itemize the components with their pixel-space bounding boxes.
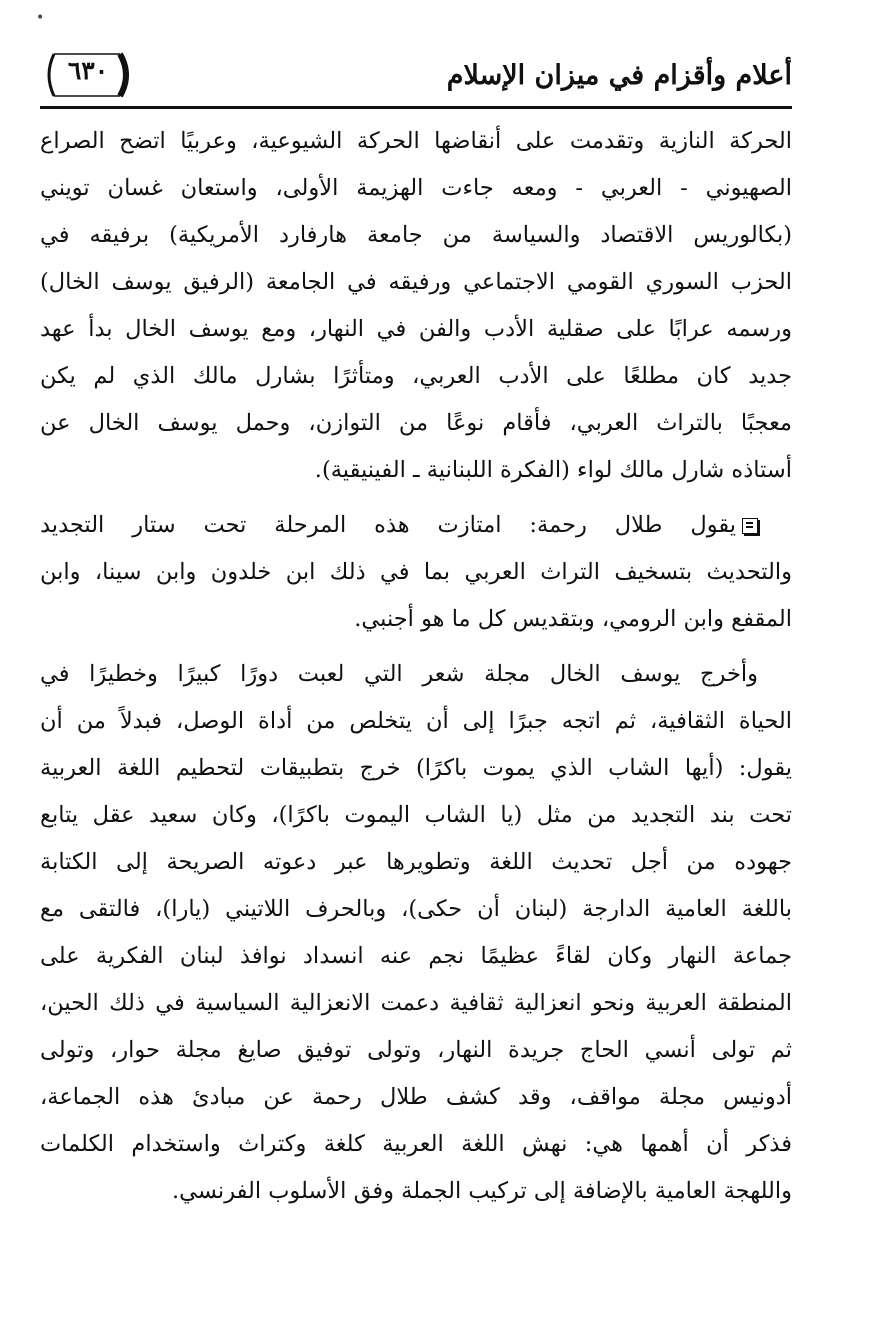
text-line: أدونيس مجلة مواقف، وقد كشف طلال رحمة عن مبادئ هذه الجماعة، — [40, 1084, 792, 1110]
text-line: أستاذه شارل مالك لواء (الفكرة اللبنانية ـ الفينيقية). — [314, 457, 792, 483]
text-line-with-icon — [40, 502, 792, 549]
header-rule — [40, 106, 792, 109]
text-line: المنطقة العربية ونحو انعزالية ثقافية دعمت الانعزالية السياسية في ذلك الحين، — [40, 990, 792, 1016]
text-line: يقول: (أيها الشاب الذي يموت باكرًا) خرج بتطبيقات لتحطيم اللغة العربية — [40, 755, 792, 781]
text-line: باللغة العامية الدارجة (لبنان أن حكى)، وبالحرف اللاتيني (يارا)، فالتقى مع — [40, 896, 792, 922]
text-line: وأخرج يوسف الخال مجلة شعر التي لعبت دورًا كبيرًا وخطيرًا في — [40, 661, 758, 687]
corner-mark: • — [36, 10, 45, 26]
text-line: الحياة الثقافية، ثم اتجه جبرًا إلى أن يتخلص من أداة الوصل، فبدلاً من أن — [40, 708, 792, 734]
text-line: يقول طلال رحمة: امتازت هذه المرحلة تحت ستار التجديد — [40, 512, 736, 538]
text-line: واللهجة العامية بالإضافة إلى تركيب الجملة وفق الأسلوب الفرنسي. — [171, 1178, 792, 1204]
text-line: المقفع وابن الرومي، وبتقديس كل ما هو أجنبي. — [354, 606, 792, 632]
text-line: فذكر أن أهمها هي: نهش اللغة العربية كلغة وكتراث واستخدام الكلمات — [40, 1131, 792, 1157]
book-title: أعلام وأقزام في ميزان الإسلام — [446, 60, 792, 91]
text-line: (بكالوريس الاقتصاد والسياسة من جامعة هارفارد الأمريكية) برفيقه في — [40, 222, 792, 248]
text-line: ورسمه عرابًا على صقلية الأدب والفن في النهار، ومع يوسف الخال بدأ عهد — [40, 316, 792, 342]
text-line: جهوده من أجل تحديث اللغة وتطويرها عبر دعوته الصريحة إلى الكتابة — [40, 849, 792, 875]
text-line: جديد كان مطلعًا على الأدب العربي، ومتأثرًا بشارل مالك الذي لم يكن — [40, 363, 792, 389]
text-line: معجبًا بالتراث العربي، فأقام نوعًا من التوازن، وحمل يوسف الخال عن — [40, 410, 792, 436]
text-line: الحزب السوري القومي الاجتماعي ورفيقه في الجامعة (الرفيق يوسف الخال) — [40, 269, 792, 295]
paragraph-2 — [40, 502, 792, 643]
paragraph-gap — [40, 643, 792, 651]
text-line: جماعة النهار وكان لقاءً عظيمًا نجم عنه انسداد نوافذ لبنان الفكرية على — [40, 943, 792, 969]
paragraph-3 — [40, 651, 792, 1215]
text-line: الصهيوني - العربي - ومعه جاءت الهزيمة الأولى، واستعان غسان تويني — [40, 175, 792, 201]
page-number: ٦٣٠ — [67, 56, 109, 85]
quote-note-icon — [742, 518, 758, 534]
text-line: الحركة النازية وتقدمت على أنقاضها الحركة الشيوعية، وعربيًا اتضح الصراع — [40, 128, 792, 154]
paragraph-gap — [40, 494, 792, 502]
paragraph-1 — [40, 118, 792, 494]
text-line: تحت بند التجديد من مثل (يا الشاب اليموت باكرًا)، وكان سعيد عقل يتابع — [40, 802, 792, 828]
body-text — [40, 118, 792, 1215]
text-line: ثم تولى أنسي الحاج جريدة النهار، وتولى توفيق صايغ مجلة حوار، وتولى — [40, 1037, 792, 1063]
text-line: والتحديث بتسخيف التراث العربي بما في ذلك ابن خلدون وابن سينا، وابن — [40, 559, 792, 585]
page-header — [40, 48, 792, 110]
page-number-frame — [40, 48, 135, 102]
